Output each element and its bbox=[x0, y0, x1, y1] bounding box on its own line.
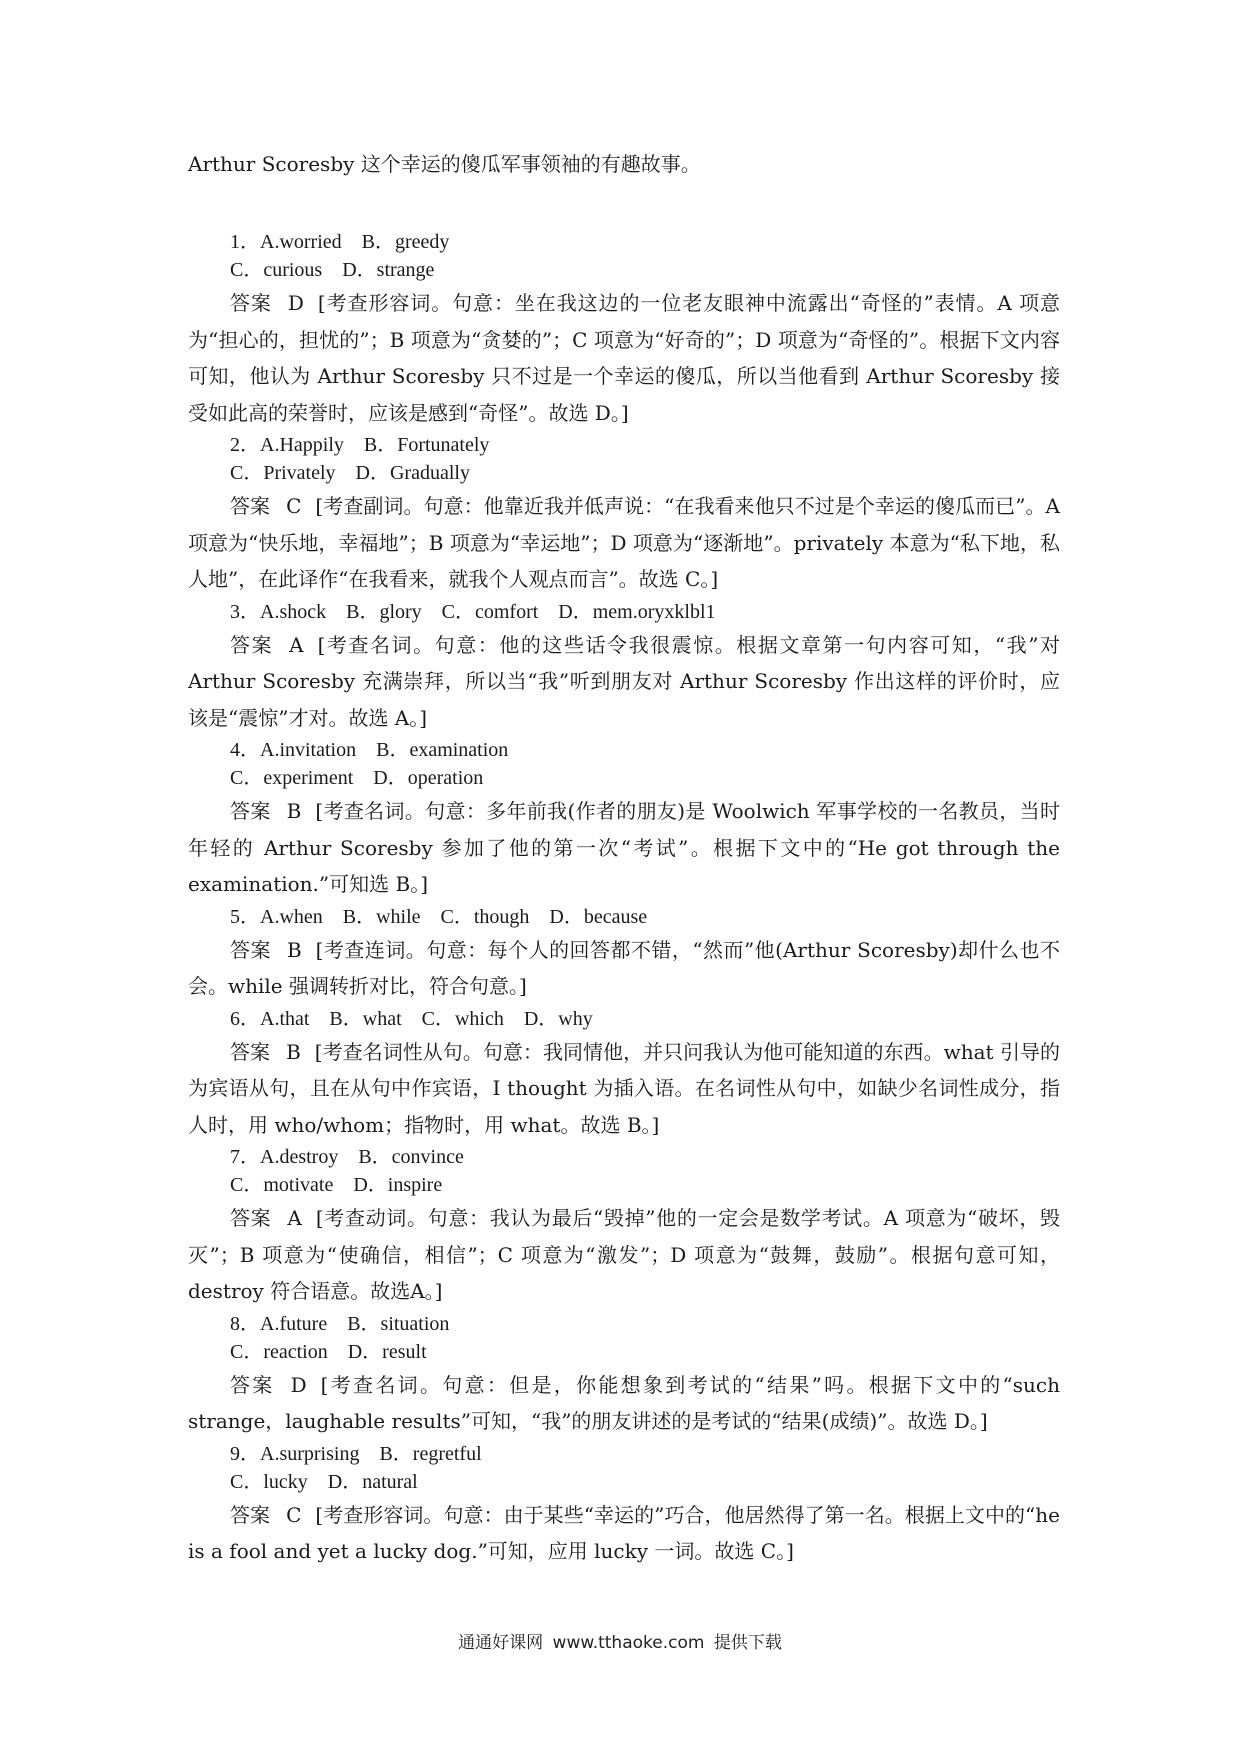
question-options-line: 3．A.shock B．glory C．comfort D．mem.oryxklbl1 bbox=[230, 600, 716, 623]
question-item bbox=[188, 736, 1060, 903]
question-item bbox=[188, 598, 1060, 737]
answer-label: 答案 bbox=[230, 799, 271, 823]
question-options-line: 9．A.surprising B．regretful bbox=[230, 1442, 482, 1465]
answer-label: 答案 bbox=[230, 291, 272, 315]
question-item bbox=[188, 1440, 1060, 1570]
answer-label: 答案 bbox=[230, 1372, 275, 1397]
intro-paragraph: Arthur Scoresby 这个幸运的傻瓜军事领袖的有趣故事。 bbox=[188, 152, 701, 176]
answer-label: 答案 bbox=[230, 937, 271, 962]
question-options-line: C．reaction D．result bbox=[230, 1340, 427, 1363]
question-options-line: 2．A.Happily B．Fortunately bbox=[230, 434, 490, 456]
answer-label: 答案 bbox=[230, 1206, 272, 1230]
answer-paragraph bbox=[188, 1034, 1060, 1144]
question-item bbox=[188, 1310, 1060, 1440]
question-list bbox=[188, 228, 1060, 1570]
answer-label: 答案 bbox=[230, 494, 271, 518]
question-options-line: 6．A.that B．what C．which D．why bbox=[230, 1007, 593, 1030]
answer-explanation: [考查副词。句意：他靠近我并低声说：“在我看来他只不过是个幸运的傻瓜而已”。A 项意为“快乐地，幸福地”；B 项意为“幸运地”；D 项意为“逐渐地”。privately 本意为“私下地，私人地”，在此译作“在我看来，就我个人观点而言”。故选 C。] bbox=[188, 494, 1061, 591]
answer-label: 答案 bbox=[230, 1039, 271, 1064]
answer-letter: D bbox=[290, 1372, 307, 1397]
question-options-line: 8．A.future B．situation bbox=[230, 1312, 450, 1335]
page-footer: 通通好课网 www.tthaoke.com 提供下载 bbox=[458, 1633, 782, 1653]
answer-explanation: [考查名词。句意：他的这些话令我很震惊。根据文章第一句内容可知，“我”对 Arthur Scoresby 充满崇拜，所以当“我”听到朋友对 Arthur Scoresby 作出这样的评价时，应该是“震惊”才对。故选 A。] bbox=[188, 632, 1060, 730]
question-item bbox=[188, 903, 1060, 1005]
question-options-line: 7．A.destroy B．convince bbox=[230, 1146, 464, 1168]
answer-label: 答案 bbox=[230, 632, 274, 657]
question-options-line: C．motivate D．inspire bbox=[230, 1174, 443, 1196]
answer-explanation: [考查动词。句意：我认为最后“毁掉”他的一定会是数学考试。A 项意为“破坏，毁灭”；B 项意为“使确信，相信”；C 项意为“激发”；D 项意为“鼓舞，鼓励”。根据句意可知，destroy 符合语意。故选A。] bbox=[188, 1206, 1061, 1303]
answer-letter: B bbox=[286, 1039, 301, 1064]
answer-letter: B bbox=[286, 937, 302, 962]
question-item bbox=[188, 228, 1060, 431]
answer-letter: A bbox=[287, 1206, 302, 1230]
answer-paragraph bbox=[188, 627, 1060, 737]
question-options-line: C．lucky D．natural bbox=[230, 1470, 418, 1493]
answer-paragraph bbox=[188, 285, 1060, 431]
answer-explanation: [考查名词性从句。句意：我同情他，并只问我认为他可能知道的东西。what 引导的为宾语从句，且在从句中作宾语，I thought 为插入语。在名词性从句中，如缺少名词性成分，指人时，用 who/whom；指物时，用 what。故选 B。] bbox=[188, 1039, 1061, 1137]
question-options-line: 5．A.when B．while C．though D．because bbox=[230, 905, 648, 928]
question-options-line: C．experiment D．operation bbox=[230, 767, 484, 789]
question-options-line: 4．A.invitation B．examination bbox=[230, 739, 509, 761]
answer-letter: A bbox=[289, 632, 304, 657]
answer-paragraph bbox=[188, 932, 1060, 1005]
answer-explanation: [考查名词。句意：多年前我(作者的朋友)是 Woolwich 军事学校的一名教员，当时年轻的 Arthur Scoresby 参加了他的第一次“考试”。根据下文中的“He got through the examination.”可知选 B。] bbox=[188, 799, 1061, 896]
question-options-line: C．Privately D．Gradually bbox=[230, 462, 470, 484]
answer-paragraph bbox=[188, 1200, 1060, 1310]
answer-letter: C bbox=[286, 1502, 302, 1527]
question-item bbox=[188, 431, 1060, 598]
answer-explanation: [考查连词。句意：每个人的回答都不错，“然而”他(Arthur Scoresby)却什么也不会。while 强调转折对比，符合句意。] bbox=[188, 937, 1060, 998]
answer-paragraph bbox=[188, 1497, 1060, 1570]
answer-label: 答案 bbox=[230, 1502, 271, 1527]
answer-paragraph bbox=[188, 488, 1060, 598]
question-options-line: 1．A.worried B．greedy bbox=[230, 231, 450, 253]
question-item bbox=[188, 1005, 1060, 1144]
question-options-line: C．curious D．strange bbox=[230, 259, 435, 281]
answer-letter: B bbox=[286, 799, 302, 823]
question-item bbox=[188, 1143, 1060, 1310]
answer-letter: C bbox=[286, 494, 302, 518]
answer-explanation: [考查名词。句意：但是，你能想象到考试的“结果”吗。根据下文中的“such strange，laughable results”可知，“我”的朋友讲述的是考试的“结果(成绩)”。故选 D。] bbox=[188, 1372, 1061, 1433]
document-page bbox=[188, 146, 1060, 1570]
answer-paragraph bbox=[188, 1367, 1060, 1440]
answer-paragraph bbox=[188, 793, 1060, 903]
answer-explanation: [考查形容词。句意：由于某些“幸运的”巧合，他居然得了第一名。根据上文中的“he is a fool and yet a lucky dog.”可知，应用 lucky 一词。故选 C。] bbox=[188, 1502, 1060, 1563]
answer-explanation: [考查形容词。句意：坐在我这边的一位老友眼神中流露出“奇怪的”表情。A 项意为“担心的，担忧的”；B 项意为“贪婪的”；C 项意为“好奇的”；D 项意为“奇怪的”。根据下文内容可知，他认为 Arthur Scoresby 只不过是一个幸运的傻瓜，所以当他看到 Arthur Scoresby 接受如此高的荣誉时，应该是感到“奇怪”。故选 D。] bbox=[188, 291, 1060, 425]
answer-letter: D bbox=[287, 291, 304, 315]
